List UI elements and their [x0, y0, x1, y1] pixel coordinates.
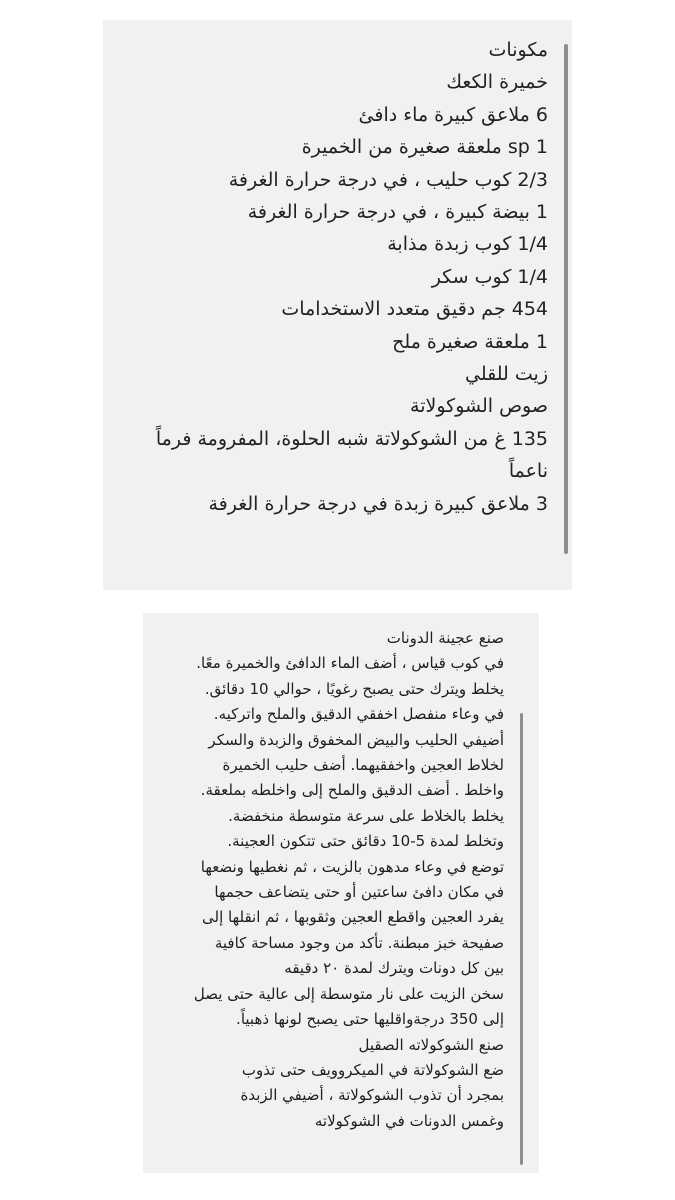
ingredients-line: 1 sp ملعقة صغيرة من الخميرة — [301, 136, 548, 159]
ingredients-line: خميرة الكعك — [446, 71, 548, 94]
scroll-indicator[interactable] — [564, 44, 568, 554]
instructions-line: لخلاط العجين واخفقيهما. أضف حليب الخميرة — [222, 756, 504, 775]
instructions-line: وغمس الدونات في الشوكولاته — [314, 1111, 504, 1130]
instructions-line: يفرد العجين واقطع العجين وثقوبها ، ثم انقلها إلى — [202, 908, 504, 927]
ingredients-line: 6 ملاعق كبيرة ماء دافئ — [358, 103, 548, 126]
ingredients-line: 1/4 كوب زبدة مذابة — [387, 233, 548, 256]
ingredients-line: 135 غ من الشوكولاتة شبه الحلوة، المفرومة فرماً ناعماً — [155, 427, 548, 483]
instructions-heading: صنع عجينة الدونات — [386, 629, 504, 647]
ingredients-line: 3 ملاعق كبيرة زبدة في درجة حرارة الغرفة — [208, 492, 548, 515]
instructions-line: في كوب قياس ، أضف الماء الدافئ والخميرة معًا. — [196, 654, 504, 673]
ingredients-line: 1/4 كوب سكر — [431, 265, 548, 288]
ingredients-line: 1 بيضة كبيرة ، في درجة حرارة الغرفة — [247, 201, 548, 224]
instructions-line: إلى 350 درجةواقليها حتى يصبح لونها ذهبياً. — [236, 1010, 504, 1029]
instructions-line: وتخلط لمدة 5-10 دقائق حتى تتكون العجينة. — [227, 832, 504, 851]
ingredients-line: 2/3 كوب حليب ، في درجة حرارة الغرفة — [228, 168, 548, 191]
instructions-line: يخلط ويترك حتى يصبح رغويًا ، حوالي 10 دقائق. — [204, 679, 504, 698]
ingredients-note-card — [103, 20, 572, 590]
ingredients-line: زيت للقلي — [465, 363, 548, 386]
ingredients-line: 1 ملعقة صغيرة ملح — [392, 330, 548, 353]
instructions-line: أضيفي الحليب والبيض المخفوق والزبدة والسكر — [208, 730, 504, 749]
instructions-list — [152, 626, 504, 1134]
scroll-indicator[interactable] — [520, 713, 523, 1165]
instructions-line: واخلط . أضف الدقيق والملح إلى واخلطه بملعقة. — [200, 781, 504, 800]
instructions-line: سخن الزيت على نار متوسطة إلى عالية حتى يصل — [193, 984, 504, 1003]
instructions-line: توضع في وعاء مدهون بالزيت ، ثم نغطيها ونضعها — [200, 857, 504, 876]
instructions-line: بمجرد أن تذوب الشوكولاتة ، أضيفي الزبدة — [240, 1086, 504, 1105]
instructions-line: في مكان دافئ ساعتين أو حتى يتضاعف حجمها — [214, 883, 504, 902]
instructions-note-card — [143, 613, 539, 1173]
instructions-line: بين كل دونات ويترك لمدة ٢٠ دقيقه — [284, 959, 504, 978]
ingredients-line: 454 جم دقيق متعدد الاستخدامات — [281, 298, 548, 321]
instructions-line: صفيحة خبز مبطنة. تأكد من وجود مساحة كافية — [214, 933, 504, 952]
instructions-line: في وعاء منفصل اخفقي الدقيق والملح واتركيه. — [213, 705, 504, 724]
ingredients-heading: مكونات — [488, 39, 548, 61]
instructions-subheading: صنع الشوكولاته الصقيل — [358, 1035, 504, 1054]
ingredients-list — [118, 34, 548, 520]
instructions-line: ضع الشوكولاتة في الميكروويف حتى تذوب — [241, 1060, 504, 1079]
instructions-line: يخلط بالخلاط على سرعة متوسطة منخفضة. — [228, 806, 504, 825]
ingredients-subheading: صوص الشوكولاتة — [410, 395, 548, 418]
